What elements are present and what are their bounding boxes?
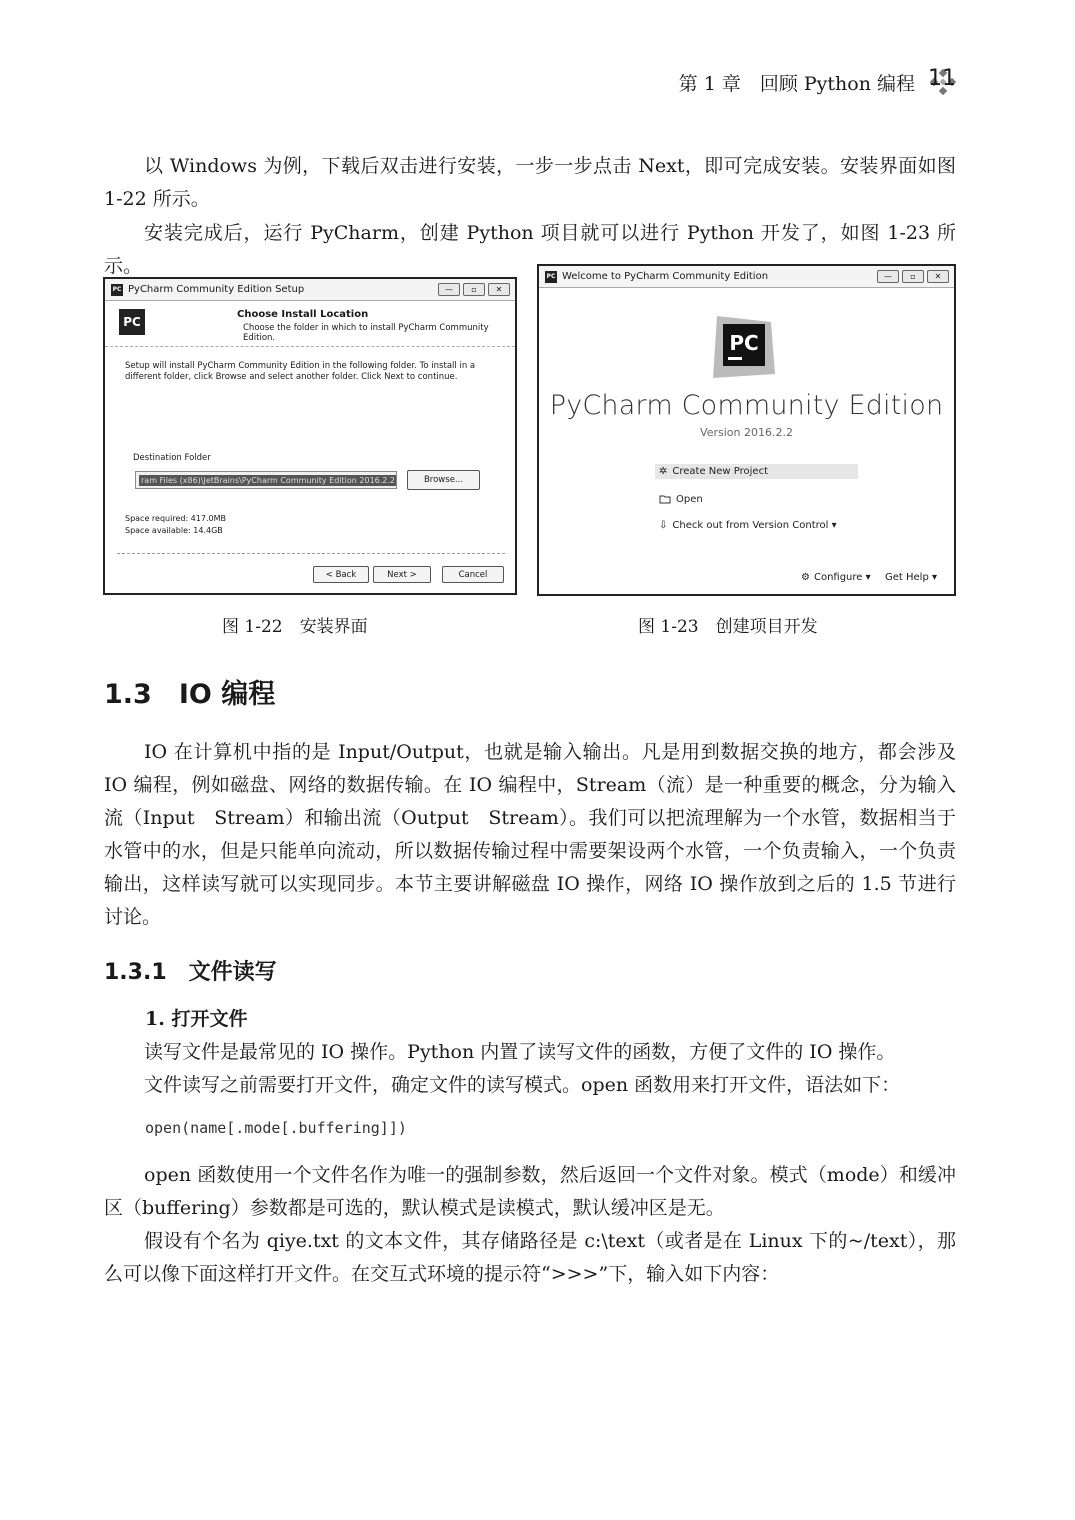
figure-welcome-window	[537, 264, 956, 596]
download-arrow-icon: ⇩	[659, 520, 668, 531]
page-number: 11	[928, 66, 956, 91]
space-info	[125, 513, 226, 537]
paragraph-open-params: open 函数使用一个文件名作为唯一的强制参数，然后返回一个文件对象。模式（mode）和缓冲区（buffering）参数都是可选的，默认模式是读模式，默认缓冲区是无。	[104, 1164, 956, 1219]
product-name: PyCharm Community Edition	[549, 390, 944, 421]
running-head	[679, 68, 957, 96]
maximize-icon[interactable]: ▫	[463, 283, 485, 296]
setup-heading: Choose Install Location	[237, 309, 369, 320]
paragraph-open-syntax: 文件读写之前需要打开文件，确定文件的读写模式。open 函数用来打开文件，语法如下：	[144, 1074, 901, 1096]
destination-folder-label: Destination Folder	[133, 453, 211, 463]
cancel-button[interactable]: Cancel	[442, 566, 504, 583]
checkout-vcs-link[interactable]	[659, 520, 837, 531]
paragraph-io-intro: IO 在计算机中指的是 Input/Output，也就是输入输出。凡是用到数据交换的地方，都会涉及 IO 编程，例如磁盘、网络的数据传输。在 IO 编程中，Stream（流）是一种重要的概念，分为输入流（Input Stream）和输出流（Output Stream）。我们可以把流理解为一个水管，数据相当于水管中的水，但是只能单向流动，所以数据传输过程中需要架设两个水管，一个负责输入，一个负责输出，这样读写就可以实现同步。本节主要讲解磁盘 IO 操作，网络 IO 操作放到之后的 1.5 节进行讨论。	[104, 741, 956, 928]
space-required: Space required: 417.0MB	[125, 514, 226, 523]
get-help-menu[interactable]	[885, 572, 937, 583]
subsection-heading: 1.3.1 文件读写	[104, 960, 277, 985]
welcome-logo-text: PC	[729, 331, 759, 355]
setup-header	[105, 301, 515, 347]
paragraph-read-write: 读写文件是最常见的 IO 操作。Python 内置了读写文件的函数，方便了文件的 IO 操作。	[144, 1041, 896, 1063]
configure-label: Configure ▾	[813, 572, 871, 583]
setup-window-title: PyCharm Community Edition Setup	[128, 284, 305, 295]
product-version: Version 2016.2.2	[700, 426, 793, 439]
minimize-icon[interactable]: —	[438, 283, 460, 296]
sparkle-icon: ✲	[659, 466, 668, 477]
pycharm-mini-icon: PC	[111, 284, 123, 296]
running-title: 第 1 章 回顾 Python 编程	[678, 72, 915, 95]
welcome-window-title: Welcome to PyCharm Community Edition	[562, 271, 769, 282]
browse-button[interactable]: Browse...	[407, 470, 480, 490]
figure-1-22-caption: 图 1-22 安装界面	[222, 617, 368, 637]
figure-1-23-caption: 图 1-23 创建项目开发	[638, 617, 818, 637]
checkout-label: Check out from Version Control ▾	[672, 520, 837, 531]
setup-divider	[117, 553, 505, 554]
close-icon[interactable]: ✕	[927, 270, 949, 283]
next-button[interactable]: Next >	[373, 566, 431, 583]
destination-path-value: ram Files (x86)\JetBrains\PyCharm Community Edition 2016.2.2	[141, 475, 396, 485]
maximize-icon[interactable]: ▫	[902, 270, 924, 283]
item-heading: 1. 打开文件	[145, 1008, 248, 1030]
minimize-icon[interactable]: —	[877, 270, 899, 283]
figure-setup-window	[103, 277, 517, 595]
create-new-project-label: Create New Project	[672, 466, 769, 477]
configure-menu[interactable]	[801, 572, 871, 583]
pycharm-logo-icon	[709, 312, 779, 382]
space-available: Space available: 14.4GB	[125, 526, 223, 535]
section-heading: 1.3 IO 编程	[104, 679, 276, 710]
get-help-label: Get Help ▾	[885, 572, 937, 583]
welcome-title-bar	[539, 266, 954, 288]
paragraph-after-install: 安装完成后，运行 PyCharm，创建 Python 项目就可以进行 Python 开发了，如图 1-23 所示。	[104, 222, 956, 277]
code-open-syntax: open(name[.mode[.buffering]])	[145, 1119, 407, 1137]
setup-title-bar	[105, 279, 515, 301]
pycharm-mini-icon: PC	[545, 271, 557, 283]
setup-subheading: Choose the folder in which to install PyCharm Community Edition.	[243, 323, 489, 343]
create-new-project-link[interactable]	[655, 464, 858, 479]
open-link[interactable]	[659, 493, 703, 505]
folder-icon	[659, 493, 671, 505]
paragraph-install-intro: 以 Windows 为例，下载后双击进行安装，一步一步点击 Next，即可完成安装。安装界面如图 1-22 所示。	[104, 155, 956, 210]
destination-path-input[interactable]	[135, 471, 397, 489]
setup-description: Setup will install PyCharm Community Edition in the following folder. To install in a different folder, click Browse and select another folder. Click Next to continue.	[125, 361, 476, 382]
close-icon[interactable]: ✕	[488, 283, 510, 296]
open-label: Open	[676, 493, 703, 505]
gear-icon: ⚙	[801, 572, 810, 583]
back-button[interactable]: < Back	[313, 566, 369, 583]
paragraph-open-example: 假设有个名为 qiye.txt 的文本文件，其存储路径是 c:\text（或者是在 Linux 下的~/text），那么可以像下面这样打开文件。在交互式环境的提示符“>>>”下，输入如下内容：	[104, 1230, 956, 1285]
pycharm-logo-icon: PC	[119, 309, 145, 335]
